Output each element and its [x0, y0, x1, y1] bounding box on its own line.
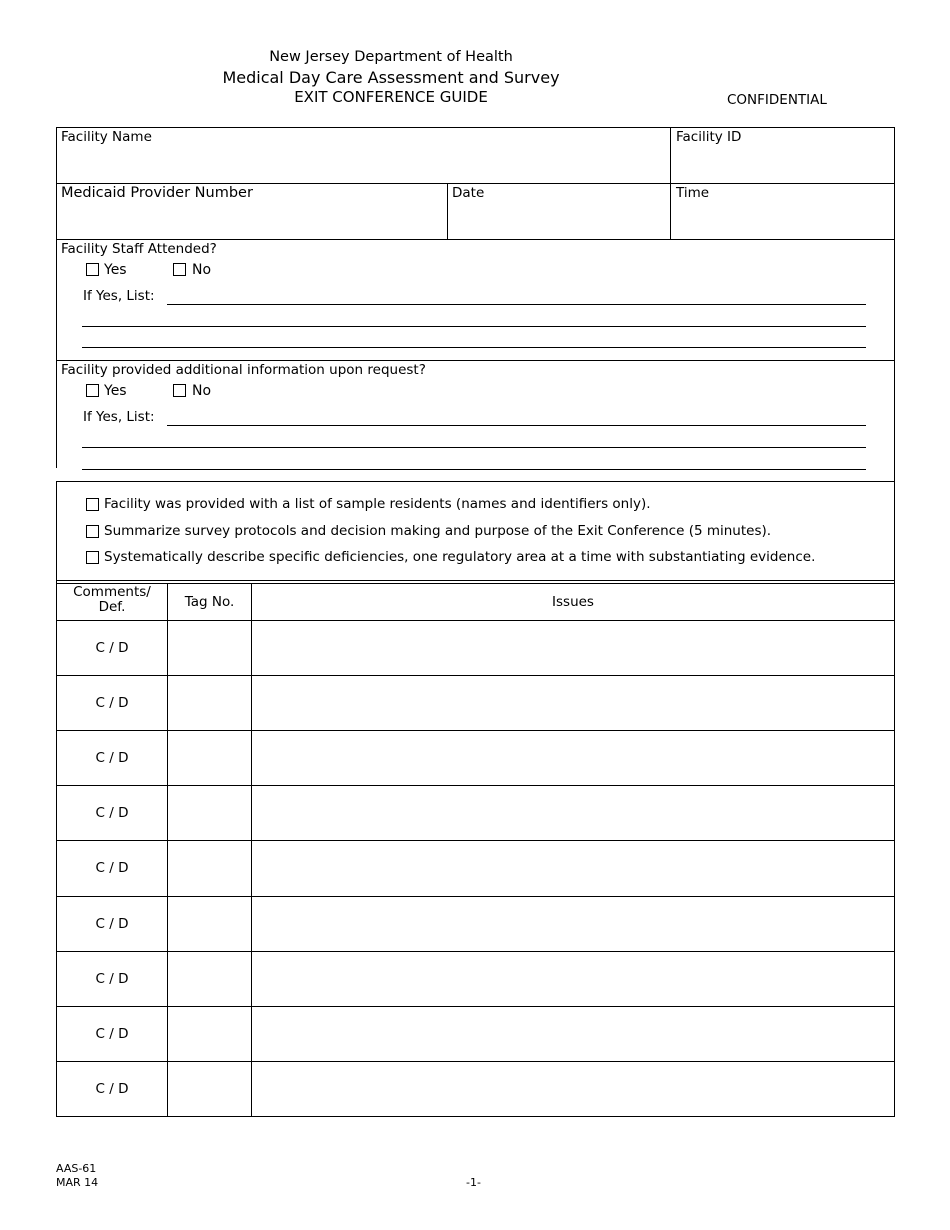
frame-left-stub-2 [56, 426, 57, 468]
tag-no-cell[interactable] [168, 731, 251, 785]
tag-no-cell[interactable] [168, 676, 251, 730]
frame-right [894, 127, 895, 1116]
header-issues: Issues [552, 594, 594, 610]
checklist-deficiencies-checkbox[interactable] [86, 551, 99, 564]
additional-info-question: Facility provided additional information upon request? [61, 362, 426, 378]
issues-cell[interactable] [252, 676, 894, 730]
comments-def-cell[interactable]: C / D [95, 1081, 129, 1097]
issues-cell[interactable] [252, 1007, 894, 1061]
staff-list-line-2[interactable] [82, 326, 866, 327]
divider-staff [56, 360, 895, 361]
header-tag-no: Tag No. [184, 594, 235, 610]
confidential-label: CONFIDENTIAL [727, 92, 827, 108]
additional-list-label: If Yes, List: [83, 409, 155, 425]
comments-def-cell[interactable]: C / D [95, 805, 129, 821]
date-label: Date [452, 185, 485, 201]
additional-yes-checkbox[interactable] [86, 384, 99, 397]
time-label: Time [676, 185, 710, 201]
tag-no-cell[interactable] [168, 1007, 251, 1061]
divider-row2 [56, 239, 895, 240]
staff-attended-question: Facility Staff Attended? [61, 241, 217, 257]
comments-def-cell[interactable]: C / D [95, 750, 129, 766]
tag-no-cell[interactable] [168, 952, 251, 1006]
header-comments-line2: Def. [98, 599, 126, 615]
time-field[interactable] [671, 202, 893, 238]
staff-yes-checkbox[interactable] [86, 263, 99, 276]
staff-list-label: If Yes, List: [83, 288, 155, 304]
page-number: -1- [466, 1176, 481, 1189]
comments-def-cell[interactable]: C / D [95, 1026, 129, 1042]
divider-additional [56, 481, 895, 482]
comments-def-cell[interactable]: C / D [95, 695, 129, 711]
issues-cell[interactable] [252, 731, 894, 785]
checklist-deficiencies-text: Systematically describe specific deficiencies, one regulatory area at a time with substantiating evidence. [104, 549, 816, 565]
additional-list-line-1[interactable] [167, 425, 866, 426]
additional-no-label: No [192, 383, 212, 399]
date-field[interactable] [448, 202, 669, 238]
additional-list-line-2[interactable] [82, 447, 866, 448]
issues-cell[interactable] [252, 786, 894, 840]
staff-list-line-1[interactable] [167, 304, 866, 305]
medicaid-provider-number-field[interactable] [57, 202, 446, 238]
staff-yes-label: Yes [104, 262, 127, 278]
staff-no-checkbox[interactable] [173, 263, 186, 276]
header-comments [57, 585, 167, 615]
tag-no-cell[interactable] [168, 786, 251, 840]
divider-checklist-a [56, 580, 895, 581]
medicaid-provider-number-label: Medicaid Provider Number [61, 185, 253, 201]
divider-checklist-b [56, 583, 895, 584]
checklist-sample-residents-checkbox[interactable] [86, 498, 99, 511]
issues-cell[interactable] [252, 952, 894, 1006]
staff-no-label: No [192, 262, 212, 278]
form-number: AAS-61 [56, 1162, 97, 1175]
comments-def-cell[interactable]: C / D [95, 971, 129, 987]
tag-no-cell[interactable] [168, 621, 251, 675]
tag-no-cell[interactable] [168, 897, 251, 951]
agency-name: New Jersey Department of Health [269, 49, 513, 65]
additional-no-checkbox[interactable] [173, 384, 186, 397]
comments-def-cell[interactable]: C / D [95, 916, 129, 932]
facility-id-field[interactable] [671, 146, 893, 182]
frame-left-stub-1 [56, 305, 57, 347]
comments-def-cell[interactable]: C / D [95, 640, 129, 656]
divider-row1 [56, 183, 895, 184]
form-revision: MAR 14 [56, 1176, 99, 1189]
header-comments-line1: Comments/ [73, 584, 151, 600]
issues-cell[interactable] [252, 897, 894, 951]
tag-no-cell[interactable] [168, 1062, 251, 1116]
additional-list-line-3[interactable] [82, 469, 866, 470]
issues-cell[interactable] [252, 621, 894, 675]
tag-no-cell[interactable] [168, 841, 251, 896]
form-subtitle: EXIT CONFERENCE GUIDE [294, 88, 488, 106]
staff-list-line-3[interactable] [82, 347, 866, 348]
facility-name-field[interactable] [57, 146, 669, 182]
checklist-summarize-checkbox[interactable] [86, 525, 99, 538]
checklist-sample-residents-text: Facility was provided with a list of sample residents (names and identifiers only). [104, 496, 651, 512]
comments-def-cell[interactable]: C / D [95, 860, 129, 876]
additional-yes-label: Yes [104, 383, 127, 399]
issues-cell[interactable] [252, 1062, 894, 1116]
facility-id-label: Facility ID [676, 129, 742, 145]
facility-name-label: Facility Name [61, 129, 152, 145]
issues-cell[interactable] [252, 841, 894, 896]
table-row-divider [56, 1116, 895, 1117]
checklist-summarize-text: Summarize survey protocols and decision making and purpose of the Exit Conference (5 minutes). [104, 523, 772, 539]
frame-left-mid [56, 360, 57, 427]
form-title: Medical Day Care Assessment and Survey [222, 68, 560, 87]
frame-top [56, 127, 895, 128]
